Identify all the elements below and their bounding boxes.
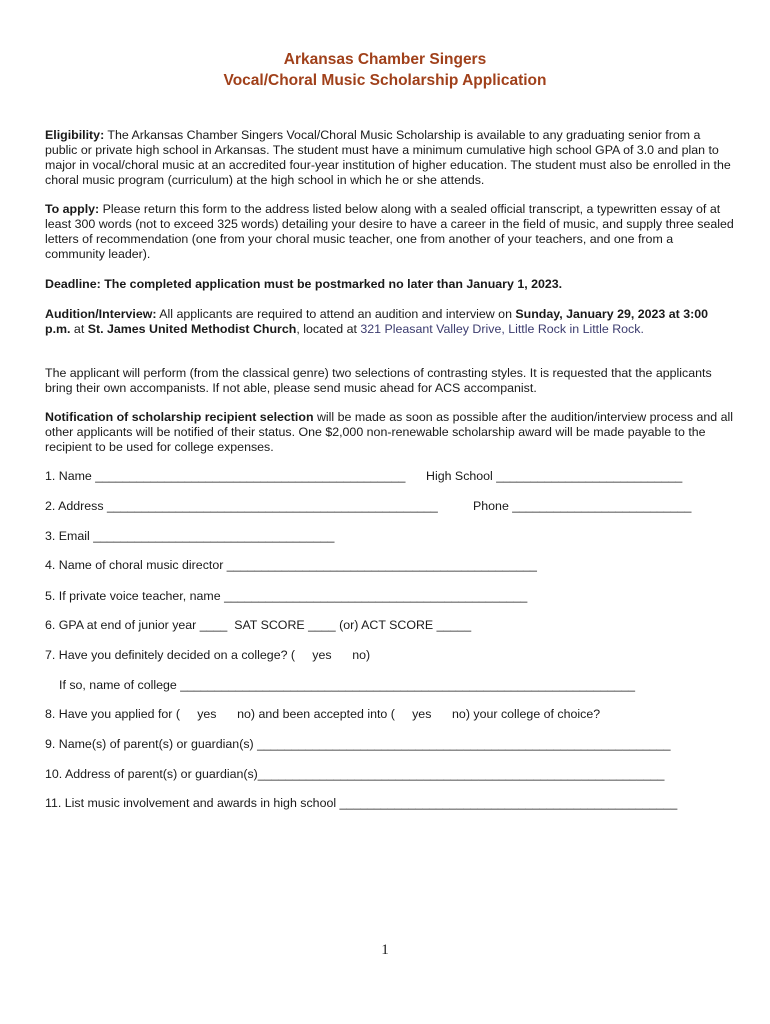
audition-text-at: at	[70, 322, 88, 336]
form-subtitle: Vocal/Choral Music Scholarship Application	[223, 72, 547, 89]
audition-paragraph	[45, 307, 735, 337]
audition-label: Audition/Interview:	[45, 307, 157, 321]
high-school-field[interactable]: High School ___________________________	[426, 469, 683, 483]
page-number: 1	[381, 942, 389, 958]
address-field[interactable]: 2. Address ________________________________________________	[45, 499, 438, 513]
performance-paragraph: The applicant will perform (from the classical genre) two selections of contrasting styles. It is requested that the applicants bring their own accompanists. If not able, please send music ahead for ACS accompanist.	[45, 366, 712, 395]
email-field[interactable]: 3. Email ___________________________________	[45, 529, 335, 543]
phone-field[interactable]: Phone __________________________	[473, 499, 692, 513]
college-applied-field[interactable]: 8. Have you applied for ( yes no) and been accepted into ( yes no) your college of choice?	[45, 707, 601, 721]
gpa-scores-field[interactable]: 6. GPA at end of junior year ____ SAT SCORE ____ (or) ACT SCORE _____	[45, 618, 472, 632]
to-apply-paragraph	[45, 202, 735, 262]
eligibility-paragraph	[45, 128, 735, 188]
audition-text-located: , located at	[296, 322, 361, 336]
notification-paragraph	[45, 410, 735, 455]
audition-location: 321 Pleasant Valley Drive, Little Rock in Little Rock.	[360, 322, 644, 336]
eligibility-text: The Arkansas Chamber Singers Vocal/Choral Music Scholarship is available to any graduating senior from a public or private high school in Arkansas. The student must have a minimum cumulative high school GPA of 3.0 and plan to major in vocal/choral music at an accredited four-year institution of higher education. The student must also be enrolled in the choral music program (curriculum) at the high school in which he or she attends.	[45, 128, 731, 187]
notification-label: Notification of scholarship recipient selection	[45, 410, 314, 424]
audition-venue: St. James United Methodist Church	[87, 322, 297, 336]
to-apply-label: To apply:	[45, 202, 100, 216]
parents-name-field[interactable]: 9. Name(s) of parent(s) or guardian(s) ____________________________________________________________	[45, 737, 671, 751]
to-apply-text: Please return this form to the address listed below along with a sealed official transcript, a typewritten essay of at least 300 words (not to exceed 325 words) detailing your desire to have a career in the field of music, and supply three sealed letters of recommendation (one from your choral music teacher, one from another of your teachers, and one from a community leader).	[45, 202, 734, 261]
parents-address-field[interactable]: 10. Address of parent(s) or guardian(s)___________________________________________________________	[45, 767, 665, 781]
deadline-paragraph: Deadline: The completed application must be postmarked no later than January 1, 2023.	[45, 277, 563, 291]
eligibility-label: Eligibility:	[45, 128, 105, 142]
audition-text: All applicants are required to attend an audition and interview on	[156, 307, 516, 321]
voice-teacher-field[interactable]: 5. If private voice teacher, name ____________________________________________	[45, 589, 528, 603]
choral-director-field[interactable]: 4. Name of choral music director _____________________________________________	[45, 558, 537, 572]
form-title: Arkansas Chamber Singers	[283, 51, 487, 68]
music-involvement-field[interactable]: 11. List music involvement and awards in high school _________________________________________________	[45, 796, 678, 810]
college-decided-field[interactable]: 7. Have you definitely decided on a college? ( yes no)	[45, 648, 371, 662]
audition-date: Sunday, January 29, 2023 at 3:00 p.m.	[45, 307, 709, 336]
college-name-field[interactable]: If so, name of college __________________________________________________________________	[59, 678, 636, 692]
name-field[interactable]: 1. Name _____________________________________________	[45, 469, 406, 483]
notification-text: will be made as soon as possible after the audition/interview process and all other applicants will be notified of their status. One $2,000 non-renewable scholarship award will be made payable to the recipient to be used for college expenses.	[45, 410, 733, 454]
